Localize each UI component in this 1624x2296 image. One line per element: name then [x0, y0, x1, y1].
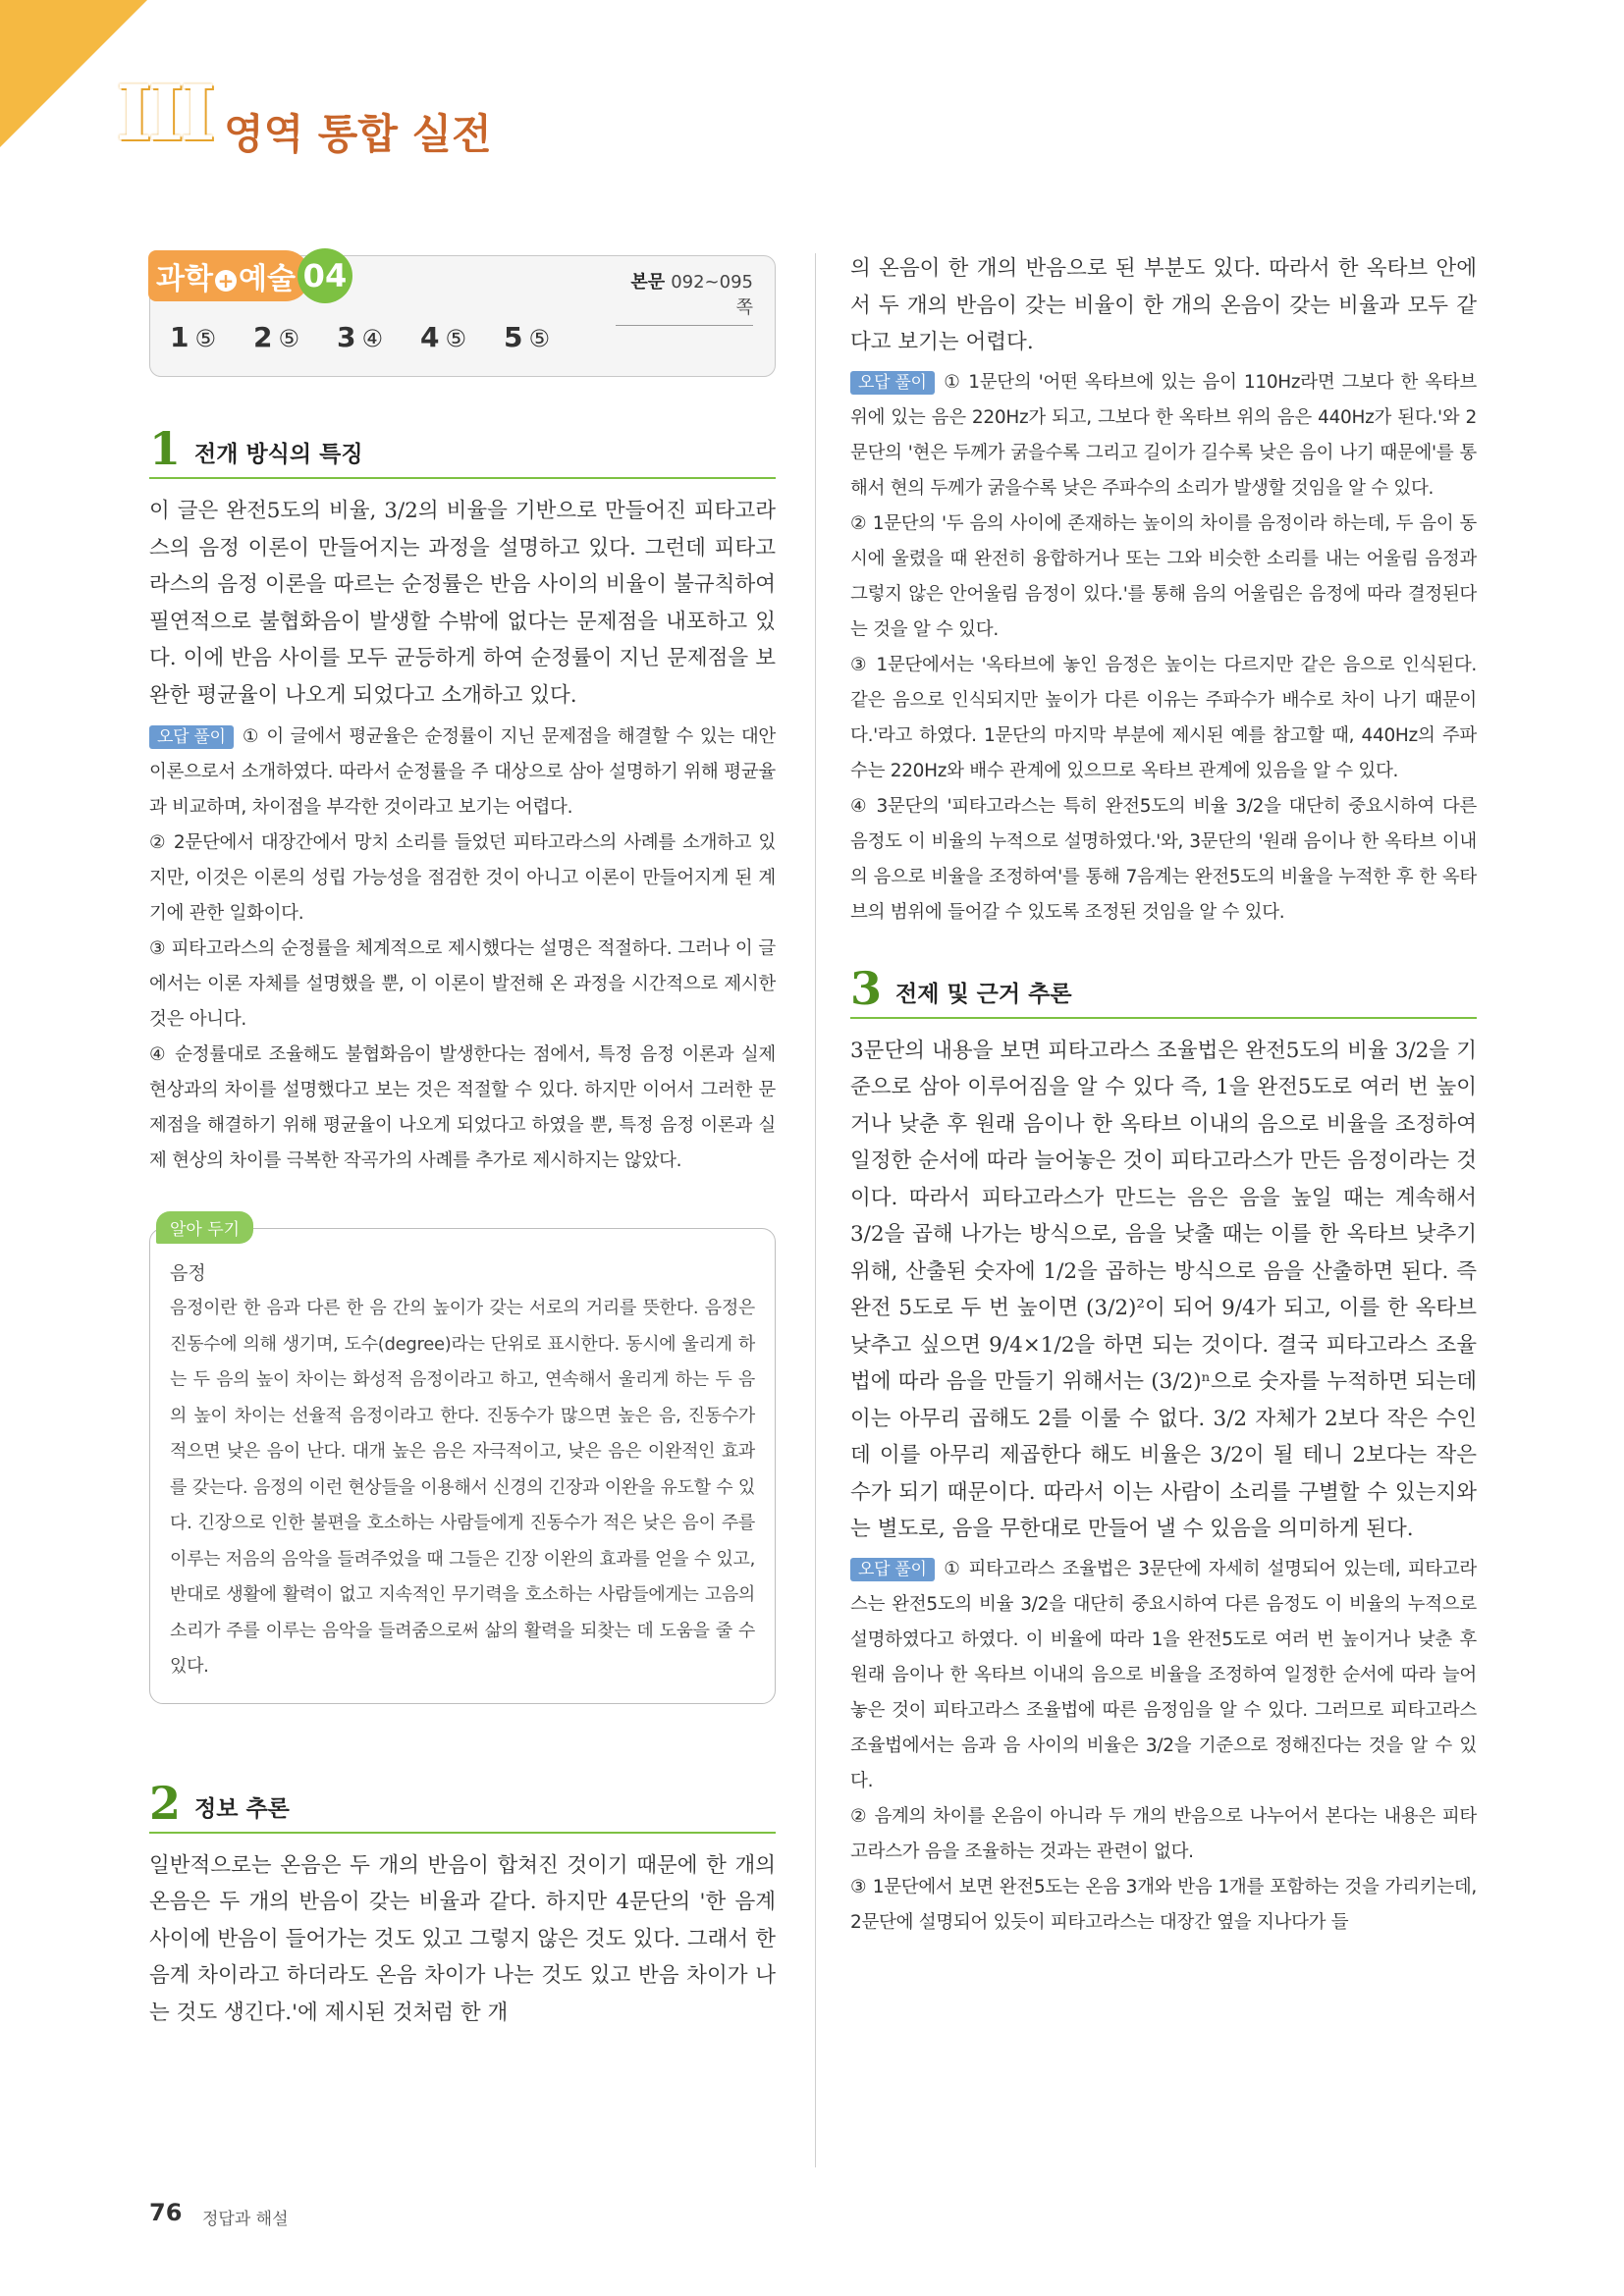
subject-b: 예술	[238, 262, 296, 296]
answer-choice: ⑤	[445, 325, 466, 352]
oodap-paragraph	[850, 365, 1477, 507]
answer-number: 2	[253, 321, 273, 353]
part-numeral: III	[116, 69, 212, 158]
answer-item	[337, 321, 383, 353]
section-number: 2	[149, 1776, 182, 1830]
oodap-paragraph: ④ 3문단의 '피타고라스는 특히 완전5도의 비율 3/2을 대단히 중요시하여 다른 음정도 이 비율의 누적으로 설명하였다.'와, 3문단의 '원래 음이나 한 옥타브 이내의 음으로 비율을 조정하여'를 통해 7음계는 완전5도의 비율을 누적한 후 한 옥타브의 범위에 들어갈 수 있도록 조정된 것임을 알 수 있다.	[850, 795, 1477, 923]
oodap-badge: 오답 풀이	[850, 1558, 935, 1581]
unit-label	[148, 248, 352, 303]
page-title: 영역 통합 실전	[224, 110, 492, 158]
section-1-header	[149, 422, 776, 479]
answer-number: 4	[420, 321, 440, 353]
oodap-text: ① 1문단의 '어떤 옥타브에 있는 음이 110Hz라면 그보다 한 옥타브 위에 있는 음은 220Hz가 되고, 그보다 한 옥타브 위의 음은 440Hz가 된다.'와 2문단의 '현은 두께가 굵을수록 그리고 길이가 길수록 낮은 음이 나기 때문에'를 통해서 현의 두께가 굵을수록 낮은 주파수의 소리가 발생할 것임을 알 수 있다.	[850, 371, 1477, 499]
section-number: 1	[149, 422, 182, 475]
ref-pages: 092~095쪽	[671, 272, 753, 318]
oodap-paragraph: ② 음계의 차이를 온음이 아니라 두 개의 반음으로 나누어서 본다는 내용은 피타고라스가 음을 조율하는 것과는 관련이 없다.	[850, 1805, 1477, 1862]
ref-label: 본문	[630, 272, 666, 293]
answer-number: 1	[170, 321, 189, 353]
section-2-header	[149, 1776, 776, 1834]
oodap-paragraph: ② 2문단에서 대장간에서 망치 소리를 들었던 피타고라스의 사례를 소개하고 있지만, 이것은 이론의 성립 가능성을 점검한 것이 아니고 이론이 만들어지게 된 계기에 관한 일화이다.	[149, 832, 776, 924]
answer-choice: ⑤	[528, 325, 550, 352]
unit-number: 04	[298, 248, 352, 303]
tip-box	[149, 1220, 776, 1704]
oodap-badge: 오답 풀이	[850, 371, 935, 395]
right-column	[850, 250, 1477, 1941]
answer-list	[170, 321, 550, 353]
section-3-body: 3문단의 내용을 보면 피타고라스 조율법은 완전5도의 비율 3/2을 기준으로 삼아 이루어짐을 알 수 있다 즉, 1을 완전5도로 여러 번 높이거나 낮춘 후 원래 음이나 한 옥타브 이내의 음으로 비율을 조정하여 일정한 순서에 따라 늘어놓은 것이 피타고라스가 만든 음정이라는 것이다. 따라서 피타고라스가 만드는 음은 음을 높일 때는 계속해서 3/2을 곱해 나가는 방식으로, 음을 낮출 때는 이를 한 옥타브 낮추기 위해, 산출된 숫자에 1/2을 곱하는 방식으로 음을 산출하면 된다. 즉 완전 5도로 두 번 높이면 (3/2)²이 되어 9/4가 되고, 이를 한 옥타브 낮추고 싶으면 9/4×1/2을 하면 되는 것이다. 결국 피타고라스 조율법에 따라 음을 만들기 위해서는 (3/2)ⁿ으로 숫자를 누적하면 되는데 이는 아무리 곱해도 2를 이룰 수 없다. 3/2 자체가 2보다 작은 수인데 이를 아무리 제곱한다 해도 비율은 3/2이 될 테니 2보다는 작은 수가 되기 때문이다. 따라서 이는 사람이 소리를 구별할 수 있는지와는 별도로, 음을 무한대로 만들어 낼 수 있음을 의미하게 된다.	[850, 1038, 1477, 1541]
oodap-text: ① 피타고라스 조율법은 3문단에 자세히 설명되어 있는데, 피타고라스는 완전5도의 비율 3/2을 대단히 중요시하여 다른 음정도 이 비율의 누적으로 설명하였다고 하였다. 이 비율에 따라 1을 완전5도로 여러 번 높이거나 낮춘 후 원래 음이나 한 옥타브 이내의 음으로 비율을 조정하여 일정한 순서에 따라 늘어놓은 것이 피타고라스 조율법에 따른 음정임을 알 수 있다. 그러므로 피타고라스 조율법에서는 음과 음 사이의 비율은 3/2을 기준으로 정해진다는 것을 알 수 있다.	[850, 1558, 1477, 1791]
section-2-body: 일반적으로는 온음은 두 개의 반음이 합쳐진 것이기 때문에 한 개의 온음은 두 개의 반음이 갖는 비율과 같다. 하지만 4문단의 '한 음계 사이에 반음이 들어가는 것도 있고 그렇지 않은 것도 있다. 그래서 한 음계 차이라고 하더라도 온음 차이가 나는 것도 있고 반음 차이가 나는 것도 생긴다.'에 제시된 것처럼 한 개	[149, 1852, 776, 2025]
left-column	[149, 250, 776, 2031]
section-3-header	[850, 961, 1477, 1019]
subject-pill	[148, 250, 309, 301]
oodap-paragraph	[850, 1552, 1477, 1799]
page-reference	[616, 268, 753, 326]
subject-a: 과학	[156, 262, 213, 296]
oodap-text: ① 이 글에서 평균율은 순정률이 지닌 문제점을 해결할 수 있는 대안 이론으로서 소개하였다. 따라서 순정률을 주 대상으로 삼아 설명하기 위해 평균율과 비교하며, 차이점을 부각한 것이라고 보기는 어렵다.	[149, 726, 776, 818]
tip-title: 음정	[170, 1262, 206, 1284]
section-number: 3	[850, 961, 883, 1015]
oodap-paragraph: ③ 1문단에서 보면 완전5도는 온음 3개와 반음 1개를 포함하는 것을 가리키는데, 2문단에 설명되어 있듯이 피타고라스는 대장간 옆을 지나다가 들	[850, 1876, 1477, 1933]
oodap-paragraph: ③ 1문단에서는 '옥타브에 놓인 음정은 높이는 다르지만 같은 음으로 인식된다. 같은 음으로 인식되지만 높이가 다른 이유는 주파수가 배수로 차이 나기 때문이다.'라고 하였다. 1문단의 마지막 부분에 제시된 예를 참고할 때, 440Hz의 주파수는 220Hz와 배수 관계에 있으므로 옥타브 관계에 있음을 알 수 있다.	[850, 654, 1477, 781]
footer-label: 정답과 해설	[202, 2210, 289, 2229]
section-2-body-continued: 의 온음이 한 개의 반음으로 된 부분도 있다. 따라서 한 옥타브 안에서 두 개의 반음이 갖는 비율이 한 개의 온음이 갖는 비율과 모두 같다고 보기는 어렵다.	[850, 256, 1477, 354]
oodap-badge: 오답 풀이	[149, 725, 234, 749]
tip-text: 음정이란 한 음과 다른 한 음 간의 높이가 갖는 서로의 거리를 뜻한다. 음정은 진동수에 의해 생기며, 도수(degree)라는 단위로 표시한다. 동시에 울리게 하는 두 음의 높이 차이는 화성적 음정이라고 하고, 연속해서 울리게 하는 두 음의 높이 차이는 선율적 음정이라고 한다. 진동수가 많으면 높은 음, 진동수가 적으면 낮은 음이 난다. 대개 높은 음은 자극적이고, 낮은 음은 이완적인 효과를 갖는다. 음정의 이런 현상들을 이용해서 신경의 긴장과 이완을 유도할 수 있다. 긴장으로 인한 불편을 호소하는 사람들에게 진동수가 적은 낮은 음이 주를 이루는 저음의 음악을 들려주었을 때 그들은 긴장 이완의 효과를 얻을 수 있고, 반대로 생활에 활력이 없고 지속적인 무기력을 호소하는 사람들에게는 고음의 소리가 주를 이루는 음악을 들려줌으로써 삶의 활력을 되찾는 데 도움을 줄 수 있다.	[170, 1298, 755, 1677]
oodap-paragraph: ② 1문단의 '두 음의 사이에 존재하는 높이의 차이를 음정이라 하는데, 두 음이 동시에 울렸을 때 완전히 융합하거나 또는 그와 비슷한 소리를 내는 어울림 음정과 그렇지 않은 안어울림 음정이 있다.'를 통해 음의 어울림은 음정에 따라 결정된다는 것을 알 수 있다.	[850, 512, 1477, 640]
page-number: 76	[149, 2199, 183, 2226]
oodap-paragraph: ③ 피타고라스의 순정률을 체계적으로 제시했다는 설명은 적절하다. 그러나 이 글에서는 이론 자체를 설명했을 뿐, 이 이론이 발전해 온 과정을 시간적으로 제시한 것은 아니다.	[149, 938, 776, 1030]
section-title: 전제 및 근거 추론	[895, 981, 1072, 1007]
answer-choice: ⑤	[278, 325, 299, 352]
section-title: 전개 방식의 특징	[194, 442, 363, 467]
answer-item	[170, 321, 216, 353]
answer-choice: ⑤	[194, 325, 216, 352]
oodap-paragraph: ④ 순정률대로 조율해도 불협화음이 발생한다는 점에서, 특정 음정 이론과 실제 현상과의 차이를 설명했다고 보는 것은 적절할 수 있다. 하지만 이어서 그러한 문제점을 해결하기 위해 평균율이 나오게 되었다고 하였을 뿐, 특정 음정 이론과 실제 현상의 차이를 극복한 작곡가의 사례를 추가로 제시하지는 않았다.	[149, 1044, 776, 1171]
answer-box	[149, 255, 776, 377]
oodap-paragraph	[149, 720, 776, 826]
plus-icon: +	[215, 270, 237, 292]
column-divider	[815, 253, 816, 2167]
section-title: 정보 추론	[194, 1795, 290, 1822]
answer-choice: ④	[361, 325, 383, 352]
section-1-body: 이 글은 완전5도의 비율, 3/2의 비율을 기반으로 만들어진 피타고라스의 음정 이론이 만들어지는 과정을 설명하고 있다. 그런데 피타고라스의 음정 이론을 따르는 순정률은 반음 사이의 비율이 불규칙하여 필연적으로 불협화음이 발생할 수밖에 없다는 문제점을 내포하고 있다. 이에 반음 사이를 모두 균등하게 하여 순정률이 지닌 문제점을 보완한 평균율이 나오게 되었다고 소개하고 있다.	[149, 499, 776, 708]
answer-item	[253, 321, 299, 353]
answer-number: 3	[337, 321, 356, 353]
answer-item	[504, 321, 550, 353]
answer-number: 5	[504, 321, 523, 353]
answer-item	[420, 321, 466, 353]
tip-tab: 알아 두기	[156, 1211, 253, 1244]
